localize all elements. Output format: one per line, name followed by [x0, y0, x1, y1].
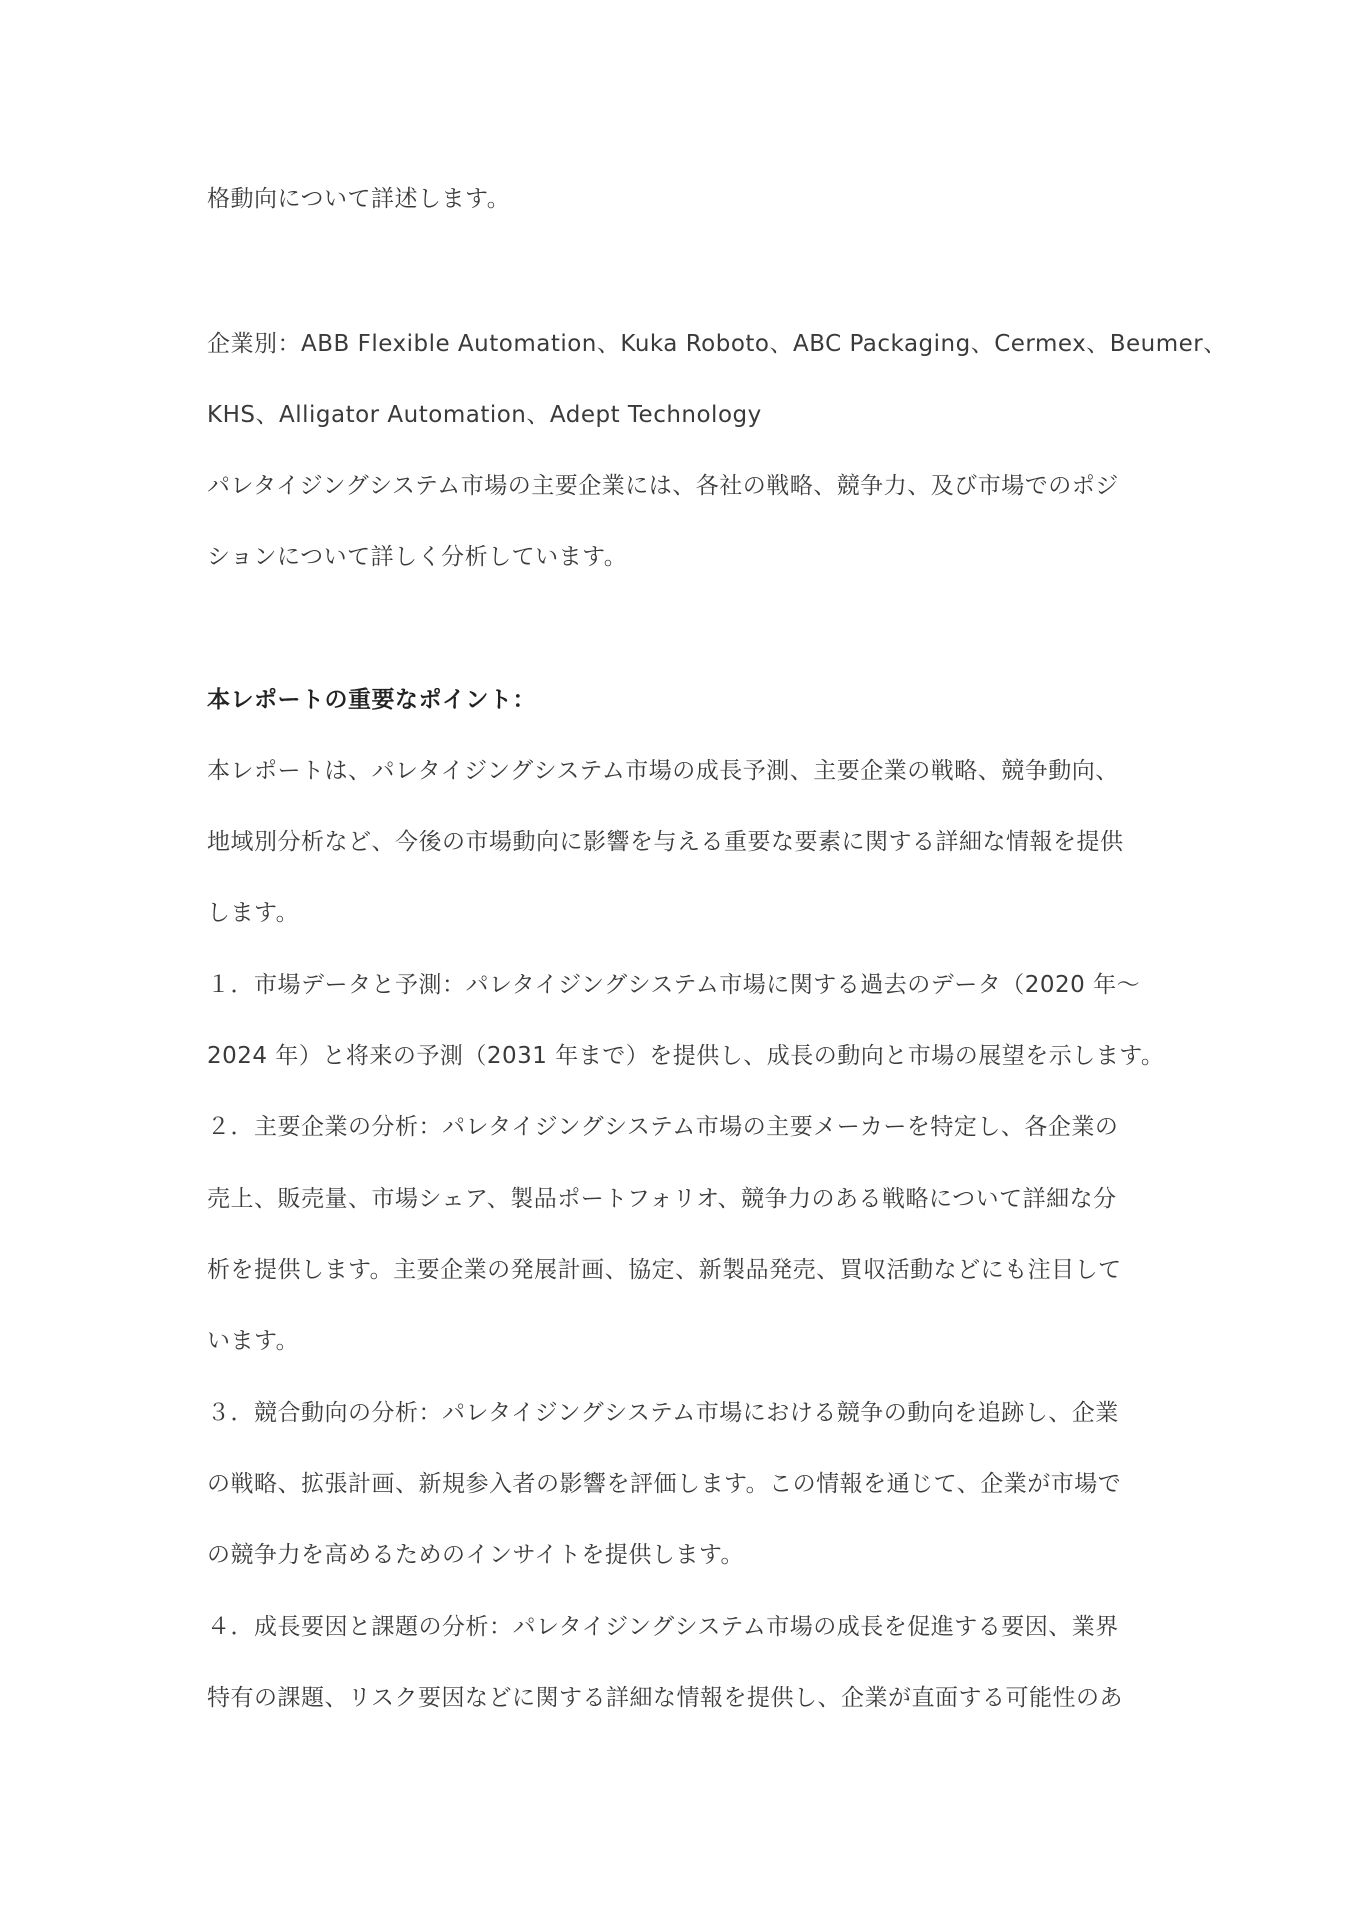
list-item-line: 売上、販売量、市場シェア、製品ポートフォリオ、競争力のある戦略について詳細な分 — [207, 1186, 1117, 1212]
list-item-line: １．市場データと予測：パレタイジングシステム市場に関する過去のデータ（2020 年～ — [207, 972, 1141, 998]
list-item-line: の競争力を高めるためのインサイトを提供します。 — [207, 1542, 745, 1568]
list-item-line: ２．主要企業の分析：パレタイジングシステム市場の主要メーカーを特定し、各企業の — [207, 1114, 1119, 1140]
paragraph-line: パレタイジングシステム市場の主要企業には、各社の戦略、競争力、及び市場でのポジ — [207, 473, 1119, 499]
list-item-line: 2024 年）と将来の予測（2031 年まで）を提供し、成長の動向と市場の展望を示します。 — [207, 1043, 1165, 1069]
paragraph-line: 地域別分析など、今後の市場動向に影響を与える重要な要素に関する詳細な情報を提供 — [207, 829, 1124, 855]
list-item-line: ４．成長要因と課題の分析：パレタイジングシステム市場の成長を促進する要因、業界 — [207, 1614, 1119, 1640]
paragraph-line: します。 — [207, 900, 300, 926]
paragraph-line: 格動向について詳述します。 — [207, 186, 511, 212]
list-item-line: ３．競合動向の分析：パレタイジングシステム市場における競争の動向を追跡し、企業 — [207, 1400, 1119, 1426]
list-item-line: 析を提供します。主要企業の発展計画、協定、新製品発売、買収活動などにも注目して — [207, 1257, 1122, 1283]
list-item-line: 特有の課題、リスク要因などに関する詳細な情報を提供し、企業が直面する可能性のあ — [207, 1685, 1124, 1711]
paragraph-line: 本レポートは、パレタイジングシステム市場の成長予測、主要企業の戦略、競争動向、 — [207, 758, 1119, 784]
paragraph-line: ションについて詳しく分析しています。 — [207, 544, 628, 570]
list-item-line: います。 — [207, 1328, 300, 1354]
section-heading: 本レポートの重要なポイント： — [207, 687, 536, 713]
companies-line: KHS、Alligator Automation、Adept Technology — [207, 402, 762, 428]
companies-line: 企業別：ABB Flexible Automation、Kuka Roboto、ABC Packaging、Cermex、Beumer、 — [207, 331, 1227, 357]
list-item-line: の戦略、拡張計画、新規参入者の影響を評価します。この情報を通じて、企業が市場で — [207, 1471, 1122, 1497]
